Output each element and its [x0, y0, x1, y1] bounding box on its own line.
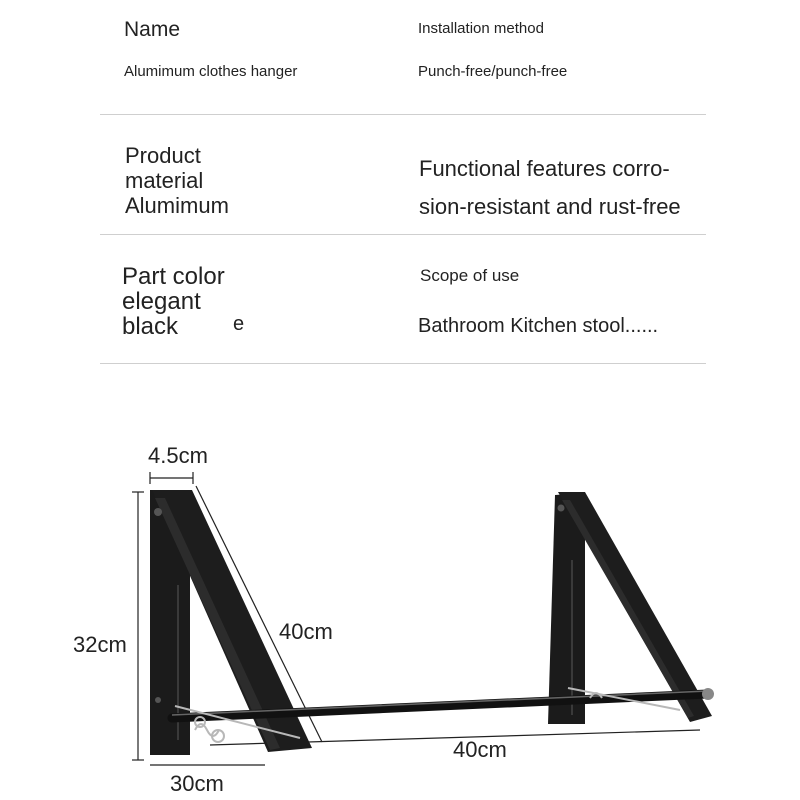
- row-divider: [100, 114, 706, 115]
- screw-hole: [558, 505, 565, 512]
- row-divider: [100, 234, 706, 235]
- part-color-line1: Part color: [122, 263, 225, 290]
- hanger-diagram: [0, 420, 800, 800]
- installation-method-label: Installation method: [418, 20, 544, 37]
- screw-hole: [154, 508, 162, 516]
- name-value: Alumimum clothes hanger: [124, 63, 298, 80]
- product-material-line3: Alumimum: [125, 193, 229, 218]
- row-divider: [100, 363, 706, 364]
- part-color-block: [122, 264, 225, 339]
- height-dimension-label: 32cm: [73, 632, 127, 657]
- part-color-line3: black: [122, 313, 179, 340]
- diagonal-dimension-label: 40cm: [279, 619, 333, 644]
- scope-of-use-label: Scope of use: [420, 266, 520, 285]
- part-color-line2: elegant: [122, 288, 201, 315]
- installation-method-value: Punch-free/punch-free: [418, 63, 568, 80]
- functional-features-line1: Functional features corro-: [419, 156, 670, 181]
- text-artifact: e: [233, 313, 245, 335]
- scope-of-use-value: Bathroom Kitchen stool......: [418, 315, 659, 337]
- functional-features-block: [419, 150, 681, 226]
- product-material-line2: material: [125, 168, 204, 193]
- width-dimension-label: 4.5cm: [148, 443, 208, 468]
- product-material-line1: Product: [125, 143, 201, 168]
- name-label: Name: [124, 18, 181, 41]
- functional-features-line2: sion-resistant and rust-free: [419, 194, 681, 219]
- depth-dimension-label: 30cm: [170, 771, 224, 796]
- product-material-block: [125, 143, 229, 218]
- bar-length-dimension-label: 40cm: [453, 737, 507, 762]
